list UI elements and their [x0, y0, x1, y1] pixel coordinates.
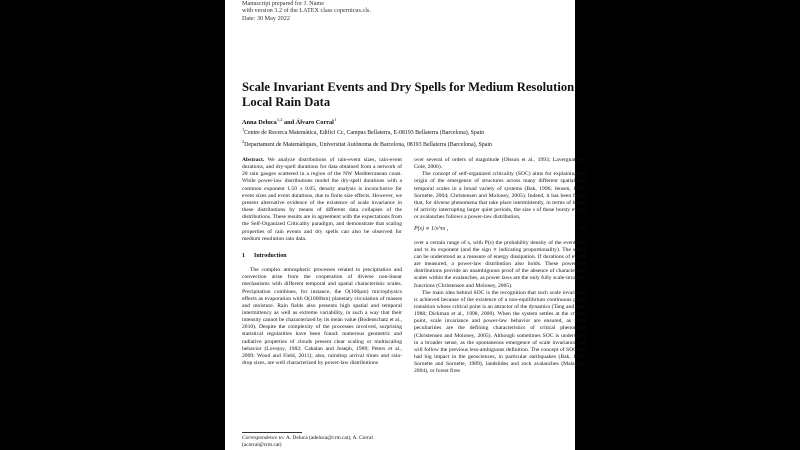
header-line-3: Date: 30 May 2022 — [242, 14, 290, 22]
paragraph: The main idea behind SOC is the recognition that such scale invariance is achieved because of the existence of a non-equilibrium continuous phase transition whose critical point is an attractor of the dynamics (Tang and Bak, 1988; Dickman et al., 1998, 2000). When the system settles at the critical point, scale invariance and power-law behavior are ensured, as these peculiarities are the defining characteristics of critical phenomena (Christensen and Moloney, 2005). Although sometimes SOC is understood in a broader sense, as the spontaneous emergence of scale invariance, we will follow the previous less-ambiguous definition. The concept of SOC has had big impact in the geosciences, in particular earthquakes (Bak, 1996; Sornette and Sornette, 1989), landslides and rock avalanches (Malamud, 2004), or forest fires — [414, 289, 586, 375]
footnote-label: Correspondence to: — [242, 435, 285, 441]
left-column — [242, 157, 402, 367]
affiliation-item — [242, 138, 492, 150]
manuscript-header — [242, 0, 371, 22]
equation — [414, 226, 586, 233]
affiliation-text: Departament de Matemàtiques, Universitat Autònoma de Barcelona, 08193 Bellaterra (Barcelona), Spain — [244, 141, 492, 148]
paragraph: over a certain range of s, with P(s) the probability density of the event size and τs its exponent (and the sign ∝ indicating proportionality). The size s can be understood as a measure of energy dissipation. If durations of events are measured, a power-law distribution also holds. These power-law distributions provide an unambiguous proof of the absence of characteristic scales within the avalanches, as power laws are the only fully scale-invariant functions (Christensen and Moloney, 2005). — [414, 239, 586, 289]
author-affiliation-mark: 1,2 — [276, 117, 283, 122]
affiliations — [242, 126, 492, 149]
section-heading — [242, 253, 402, 260]
author-name: Álvaro Corral — [295, 119, 334, 127]
affiliation-text: Centre de Recerca Matemàtica, Edifici Cc, Campus Bellaterra, E-08193 Bellaterra (Barcelona), Spain — [244, 129, 485, 136]
equation-body: P(s) ∝ 1/s^τs , — [414, 226, 449, 233]
affiliation-item — [242, 126, 492, 138]
author-connector: and — [284, 119, 295, 127]
footnote — [242, 435, 402, 449]
header-line-2: with version 3.2 of the LATEX class copernicus.cls. — [242, 7, 371, 15]
affiliation-number: 1 — [242, 127, 245, 132]
right-column — [414, 157, 586, 376]
section-title: Introduction — [254, 252, 287, 259]
author-affiliation-mark: 1 — [333, 117, 337, 122]
author-name: Anna Deluca — [242, 119, 277, 127]
abstract-label: Abstract. — [242, 157, 265, 163]
abstract — [242, 157, 402, 243]
paragraph: over several of orders of magnitude (Olsson et al., 1993; Lavergnat and Golé, 2006). — [414, 157, 586, 171]
footnote-divider — [242, 432, 302, 433]
section-number: 1 — [242, 252, 245, 259]
paper-title: Scale Invariant Events and Dry Spells for Medium Resolution Local Rain Data — [242, 80, 575, 109]
header-line-1: Manuscript prepared for J. Name — [242, 0, 324, 7]
author-list — [242, 117, 336, 126]
paper-page — [225, 0, 586, 450]
paragraph: The concept of self-organized criticality (SOC) aims for explaining the origin of the emergence of structures across many different spatial and temporal scales in a broad variety of systems (Bak, 1996; Jensen, 1998; Sornette, 2004; Christensen and Moloney, 2005). Indeed, it has been found that, for diverse phenomena that take place intermittently, in terms of bursts of activity interrupting larger quiet periods, the size s of these bursty events or avalanches follows a power-law distribution, — [414, 171, 586, 221]
abstract-text: We analyze distributions of rain-event sizes, rain-event durations, and dry-spell durations for data obtained from a network of 20 rain gauges scattered in a region of the NW Mediterranean coast. While power-law distributions model the dry-spell durations with a common exponent 1.50 ± 0.05, density analysis is inconclusive for event sizes and event durations, due to finite size effects. However, we present alternative evidence of the existence of scale invariance in these distributions by means of different data collapses of the distributions. These results are in agreement with the expectations from the Self-Organized Criticality paradigm, and demonstrate that scaling properties of rain events and dry spells can also be observed for medium resolution rain data. — [242, 157, 402, 242]
paragraph: The complex atmospheric processes related to precipitation and convection arise from the cooperation of diverse non-linear mechanisms with different temporal and spatial characteristic scales. Precipitation combines, for instance, the O(100μm) microphysics effects as evaporation with O(1000km) planetary circulation of masses and moisture. Rain fields also presents high spatial and temporal intermittency as well as extreme variability, in such a way that their intensity cannot be characterized by its mean value (Bodenschatz et al., 2010). Despite the complexity of the processes involved, surprising statistical regularities have been found: numerous geometric and radiative properties of clouds present clear scaling or multiscaling behavior (Lovejoy, 1982; Cahalan and Joseph, 1989; Peters et al., 2009; Wood and Field, 2011); also, raindrop arrival times and rain-drop sizes, are well characterized by power-law distributions — [242, 267, 402, 367]
equation-number: (1) — [579, 226, 586, 233]
affiliation-number: 2 — [242, 138, 245, 144]
footnote-text: A. Deluca (adeluca@crm.cat), A. Corral (acorral@crm.cat) — [242, 435, 373, 448]
